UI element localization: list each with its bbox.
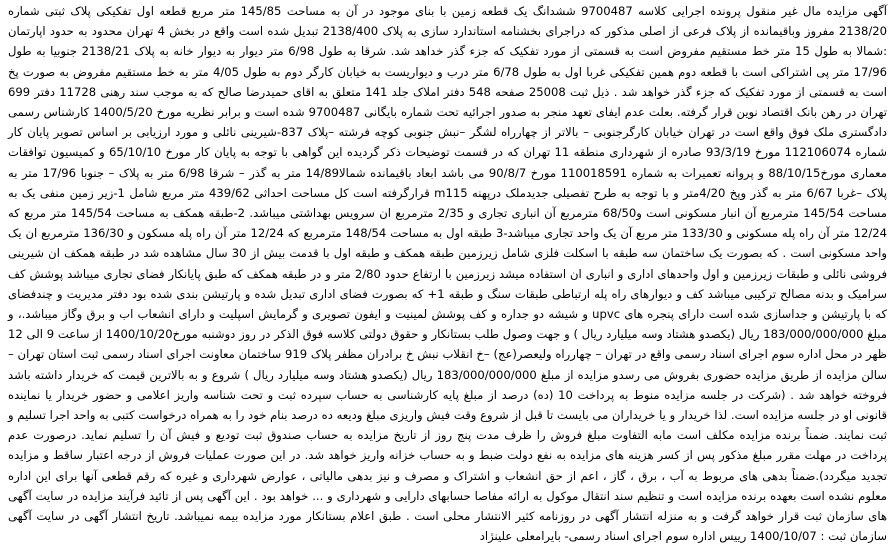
- notice-body-text: آگهی مزایده مال غیر منقول پرونده اجرایی کلاسه 9700487 ششدانگ یک قطعه زمین با بنای موجود در آن به مساحت 145/85 متر مربع قطعه اول تفکیکی پلاک ثبتی شماره 2138/20 مفروز وباقیمانده از پلاک فرعی از اصلی مذکور که دراجرای بخشنامه استاندارد سازی به پلاک 2138/400 تبدیل شده است واقع در بخش 4 تهران محدود به حدود اپارتمان :شمالا به طول 15 متر خط مستقیم مفروض است به قسمتی از مورد تفکیک که جزء گذر خداهد شد. شرقا به طول 6/98 متر دیوار به دیوار خانه به پلاک 2138/21 جنوبیا به طول 17/96 متر پی اشتراکی است با قطعه دوم همین تفکیکی غربا اول به طول 6/78 متر درب و دیواریست به خیابان کارگر دوم به طول 4/05 متر به خط مستقیم مفروض به صورت پخ است به قسمتی از مورد تفکیک که جزء گذر خواهد شد . ذیل ثبت 25008 صفحه 548 دفتر املاک جلد 141 متعلق به اقای حمیدرضا صالح که به موجب سند رهنی 11728 دفتر 699 تهران در رهن بانک اقتصاد نوین قرار گرفته. بعلت عدم ایفای تعهد منجر به صدور اجرائیه تحت شماره بایگانی 9700487 شده است و برابر نظریه مورخ 1400/5/20 کارشناس رسمی دادگستری ملک فوق واقع است در تهران خیابان کارگرجنوبی – بالاتر از چهارراه لشگر –نبش جنوبی کوچه فرشته –پلاک 837-شیرینی نائلی و مورد ارزیابی بر اساس تصویر پایان کار شماره 112106074 مورخ 93/3/19 صادره از شهرداری منطقه 11 تهران که در قسمت توضیحات ذکر گردیده این گواهی با توجه به پایان کار مورخ 65/10/10 و کمیسیون توافقات معماری مورخ88/10/15 و پروانه تعمیرات به شماره 110018591 مورخ 90/8/7 می باشد ابعاد باقیمانده شمالا14/89 متر به گذر – شرقا 6/98 متر به پلاک – جنوبا 17/96 متر به پلاک –غربا 6/67 متر به گذر وپخ 4/20متر و با توجه به طرح تفصیلی جدیدملک درپهنه m115 قرارگرفته است کل مساحت احداثی 439/62 متر مربع شامل 1-زیر زمین منفی یک به مساحت 145/54 مترمربع آن انبار مسکونی است و68/50 مترمربع آن انباری تجاری و 2/35 مترمربع ان سرویس بهداشتی میباشد. 2-طبقه همکف به مساحت 145/54 متر مربع که 12/24 متر آن راه پله مسکونی و 133/30 متر مربع آن یک واحد تجاری میباشد-3 طبقه اول به مساحت 148/54 مترمربع که 12/24 متر آن راه پله مسکون و 136/30 مترمربع ان یک واحد مسکونی است . که بصورت یک ساختمان سه طبقه با اسکلت فلزی شامل زیرزمین طبقه همکف و طبقه اول با قدمت بیش از 30 سال مشاهده شد در طبقه همکف ان شیرینی فروشی نائلی و طبقات زیرزمین و اول واحدهای اداری و انباری ان استفاده میشد زیرزمین با ارتفاع حدود 2/80 متر و در طبقه همکف که طبق پایانکار فضای تجاری میباشد پوشش کف سرامیک و بدنه مصالح ترکیبی میباشد کف و دیوارهای راه پله ارتباطی طبقات سنگ و طبقه 1+ که بصورت فضای اداری تبدیل شده و پارتیشن بندی شده بود دفتر مدیریت و چندفضای که با پارتیشن و جداسازی شده است دارای پنجره های upvc و شیشه دو جداره و کف پوشش لمینیت و ایفون تصویری و گرمایش اسپلیت و دارای انشعاب اب و برق وگاز میباشد.، و مبلغ 183/000/000/000 ریال (یکصدو هشتاد وسه میلیارد ریال ) و جهت وصول طلب بستانکار و حقوق دولتی کلاسه فوق الذکر در روز دوشنبه مورخ1400/10/20 از ساعت 9 الی 12 ظهر در محل اداره سوم اجرای اسناد رسمی واقع در تهران – چهارراه ولیعصر(عج) –خ انقلاب نبش خ برادران مظفر پلاک 919 ساختمان معاونت اجرای اسناد رسمی ثبت استان تهران – سالن مزایده از طریق مزایده حضوری بفروش می رسدو مزایده از مبلغ 183/000/000/000 ریال (یکصدو هشتاد وسه میلیارد ریال ) شروع و به بالاترین قیمت که خریدار داشته باشد فروخته خواهد شد . (شرکت در جلسه مزایده منوط به پرداخت 10 (ده) درصد از مبلغ پایه کارشناسی به حساب سپرده ثبت و تحت شناسه واریز اعلامی و حضور خریدار یا نماینده قانونی او در جلسه مزایده است. لذا خریدار و یا خریداران می بایست تا قبل از شروع وقت فیش واریزی مبلغ ودیعه ده درصد بنام خود را به همراه درخواست کتبی به واحد اجرا تسلیم و ثبت نمایند. ضمناً برنده مزایده مکلف است مابه التفاوت مبلغ فروش را ظرف مدت پنج روز از تاریخ مزایده به حساب صندوق ثبت تودیع و فیش آن را تسلیم نماید. درصورت عدم پرداخت در مهلت مقرر مبلغ مذکور پس از کسر هزینه های مزایده به نفع دولت ضبط و به حساب خزانه واریز خواهد شد. در این صورت عملیات فروش از درجه اعتبار ساقط و مزایده تجدید میگردد).ضمناً بدهی های مربوط به آب ، برق ، گاز ، اعم از حق انشعاب و اشتراک و مصرف و نیز بدهی مالیاتی ، عوارض شهرداری و غیره که رقم قطعی آنها برای این اداره معلوم نشده است بعهده برنده مزایده است و تنظیم سند انتقال موکول به ارائه مفاصا حسابهای دارایی و شهرداری و ... خواهد بود . این آگهی پس از تائید فرآیند مزایده در سایت آگهی های سازمان ثبت قرار خواهد گرفت و به منزله انتشار آگهی در روزنامه کثیر الانتشار محلی است . طبق اعلام بستانکار مورد مزایده بیمه نمیباشد. تاریخ انتشار آگهی در سایت آگهی سازمان ثبت : 1400/10/07 رییس اداره سوم اجرای اسناد رسمی- بایرامعلی علینژاد: [8, 4, 888, 544]
